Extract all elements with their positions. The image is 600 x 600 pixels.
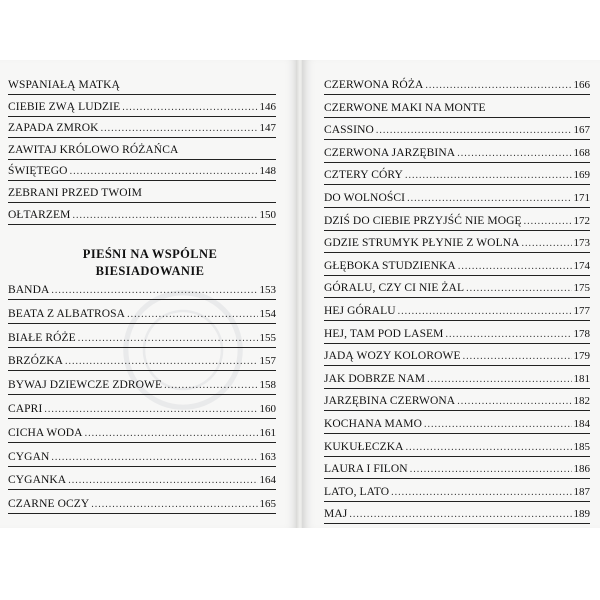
toc-entry-page: 158 [259,379,276,392]
left-page [0,60,298,528]
toc-dot-leader [424,416,571,434]
toc-underline [324,230,590,231]
toc-entry [324,166,590,184]
book-spread [0,60,600,528]
toc-entry [324,325,590,343]
toc-entry-page: 155 [259,331,276,344]
toc-underline [8,137,276,138]
toc-dot-leader [446,326,572,344]
toc-dot-leader [127,306,257,324]
toc-entry [324,144,590,162]
toc-entry [324,234,590,252]
toc-entry-page: 186 [573,463,590,476]
toc-entry-page: 160 [259,403,276,415]
toc-underline [324,252,590,253]
toc-dot-leader [44,401,257,419]
toc-entry-page: 164 [259,474,276,487]
toc-dot-leader [164,377,257,395]
toc-dot-leader [524,213,572,231]
toc-underline [8,442,276,443]
toc-underline [8,513,276,514]
toc-entry-page: 189 [573,508,590,521]
toc-entry-title: CICHA WODA [8,426,83,439]
toc-entry [8,162,276,180]
toc-dot-leader [376,122,572,140]
toc-entry-title: MAJ [324,508,348,521]
toc-dot-leader [458,258,572,276]
toc-entry-title: CIEBIE ZWĄ LUDZIE [8,100,121,113]
toc-entry-page: 154 [259,307,276,320]
toc-underline [8,323,276,324]
toc-dot-leader [425,77,571,95]
toc-entry [8,495,276,513]
toc-entry [8,206,276,224]
toc-entry-title: GDZIE STRUMYK PŁYNIE Z WOLNA [324,237,520,250]
toc-entry-title: KOCHANA MAMO [324,418,423,430]
toc-underline [8,202,276,203]
toc-underline [324,184,590,185]
toc-entry-page: 187 [573,485,590,498]
toc-dot-leader [70,163,258,181]
toc-dot-leader [68,472,257,490]
toc-entry-title: HEJ GÓRALU [324,305,396,317]
toc-dot-leader [406,439,572,457]
toc-underline [324,139,590,140]
toc-underline [324,275,590,276]
toc-underline [324,365,590,366]
toc-dot-leader [85,425,258,443]
toc-underline [324,320,590,321]
toc-dot-leader [457,145,571,163]
toc-dot-leader [101,120,258,138]
toc-entry [8,184,276,202]
toc-entry [8,329,276,347]
toc-entry-title: GÓRALU, CZY CI NIE ŻAL [324,282,465,295]
toc-dot-leader [466,280,571,298]
toc-underline [8,489,276,490]
toc-underline [8,116,276,117]
toc-entry-page: 175 [573,282,590,295]
toc-underline [324,410,590,411]
toc-dot-leader [65,353,257,371]
toc-dot-leader [122,99,257,117]
toc-dot-leader [72,207,257,225]
toc-entry-title: BIAŁE RÓŻE [8,331,76,344]
toc-entry-page: 172 [573,214,590,227]
toc-underline [8,418,276,419]
toc-entry-title: CZARNE OCZY [8,498,90,511]
toc-entry [324,302,590,320]
toc-entry-title: WSPANIAŁĄ MATKĄ [8,79,120,91]
toc-entry [8,119,276,137]
toc-entry-page: 184 [573,418,590,430]
toc-entry-page: 174 [573,259,590,272]
toc-entry-title: JARZĘBINA CZERWONA [324,395,456,408]
toc-underline [324,297,590,298]
toc-underline [324,456,590,457]
toc-entry [324,212,590,230]
toc-entry-title: DZIŚ DO CIEBIE PRZYJŚĆ NIE MOGĘ [324,214,522,227]
toc-underline [324,523,590,524]
toc-entry [8,424,276,442]
toc-entry [8,448,276,466]
toc-entry-page: 185 [573,440,590,453]
toc-entry [8,352,276,370]
toc-entry [8,400,276,418]
toc-entry-title: ZAPADA ZMROK [8,122,99,135]
toc-underline [324,388,590,389]
toc-underline [324,478,590,479]
toc-entry-page: 167 [573,124,590,137]
toc-entry-page: 173 [573,237,590,250]
toc-entry-page: 165 [259,498,276,511]
toc-entry-title: OŁTARZEM [8,208,71,221]
toc-entry-page: 157 [259,355,276,368]
toc-entry [8,305,276,323]
toc-underline [324,501,590,502]
toc-entry [324,279,590,297]
toc-dot-leader [391,484,571,502]
toc-entry [324,257,590,275]
toc-underline [324,94,590,95]
toc-entry [324,460,590,478]
toc-dot-leader [51,282,257,300]
toc-entry [8,98,276,116]
toc-dot-leader [51,449,257,467]
toc-underline [8,159,276,160]
toc-dot-leader [78,330,258,348]
toc-entry-page: 179 [573,350,590,363]
toc-entry-title: ZAWITAJ KRÓLOWO RÓŻAŃCA [8,143,179,156]
toc-entry-page: 171 [573,192,590,204]
toc-entry-title: LATO, LATO [324,485,390,498]
toc-entry-title: KUKUŁECZKA [324,440,404,453]
toc-entry-title: JAK DOBRZE NAM [324,372,426,385]
toc-entry-page: 166 [573,79,590,91]
toc-entry-page: 150 [259,208,276,221]
toc-dot-leader [522,235,572,253]
toc-entry-title: CZERWONA JARZĘBINA [324,146,456,159]
toc-entry-title: CYGAN [8,450,50,463]
toc-entry-title: ŚWIĘTEGO [8,165,68,178]
toc-underline [8,394,276,395]
toc-entry-page: 146 [259,100,276,113]
toc-entry-title: BYWAJ DZIEWCZE ZDROWE [8,379,163,392]
toc-dot-leader [398,303,572,321]
toc-dot-leader [410,461,572,479]
toc-underline [324,162,590,163]
toc-underline [8,466,276,467]
toc-underline [324,117,590,118]
section-heading: BIESIADOWANIE [95,264,205,278]
toc-entry [324,99,590,117]
toc-entry [324,392,590,410]
toc-entry-title: CZERWONE MAKI NA MONTE [324,101,486,114]
toc-entry-title: BRZÓZKA [8,355,64,368]
toc-entry-page: 163 [259,450,276,463]
toc-entry [324,189,590,207]
toc-entry [324,370,590,388]
toc-entry-page: 153 [259,284,276,296]
toc-entry-title: CZERWONA RÓŻA [324,79,424,91]
toc-entry [324,438,590,456]
toc-entry-page: 181 [573,372,590,385]
toc-entry-title: CYGANKA [8,474,67,487]
toc-entry [324,483,590,501]
toc-entry [324,121,590,139]
toc-entry-title: JADĄ WOZY KOLOROWE [324,350,461,363]
toc-entry [8,76,276,94]
toc-entry-title: CASSINO [324,124,374,137]
toc-entry-page: 147 [259,122,276,135]
toc-entry-page: 168 [573,146,590,159]
toc-underline [324,207,590,208]
toc-underline [324,343,590,344]
toc-entry-title: DO WOLNOŚCI [324,192,406,204]
toc-entry-title: BEATA Z ALBATROSA [8,307,126,320]
toc-entry-title: HEJ, TAM POD LASEM [324,327,444,340]
toc-entry-title: CZTERY CÓRY [324,169,403,182]
toc-entry [324,347,590,365]
right-page [302,60,600,528]
toc-dot-leader [463,348,572,366]
toc-underline [8,224,276,225]
toc-entry [8,141,276,159]
toc-entry-page: 148 [259,165,276,178]
toc-dot-leader [405,167,572,185]
toc-entry [8,376,276,394]
toc-entry-title: GŁĘBOKA STUDZIENKA [324,259,456,272]
toc-entry-page: 169 [573,169,590,182]
toc-underline [8,347,276,348]
toc-entry-page: 177 [573,305,590,317]
toc-entry [8,281,276,299]
toc-entry-title: ZEBRANI PRZED TWOIM [8,187,142,199]
toc-underline [324,433,590,434]
toc-underline [8,180,276,181]
toc-dot-leader [457,393,571,411]
toc-entry-page: 178 [573,327,590,340]
toc-entry [324,76,590,94]
toc-entry-title: CAPRI [8,403,43,415]
toc-entry-title: BANDA [8,284,50,296]
toc-entry [324,415,590,433]
toc-dot-leader [349,506,571,524]
toc-underline [8,94,276,95]
toc-underline [8,299,276,300]
toc-entry [324,505,590,523]
section-heading: PIEŚNI NA WSPÓLNE [82,247,218,261]
toc-entry-page: 182 [573,395,590,408]
toc-entry-title: LAURA I FILON [324,463,408,476]
toc-entry-page: 161 [259,426,276,439]
toc-entry [8,471,276,489]
toc-underline [8,370,276,371]
toc-dot-leader [427,371,571,389]
toc-dot-leader [407,190,571,208]
toc-dot-leader [91,496,257,514]
